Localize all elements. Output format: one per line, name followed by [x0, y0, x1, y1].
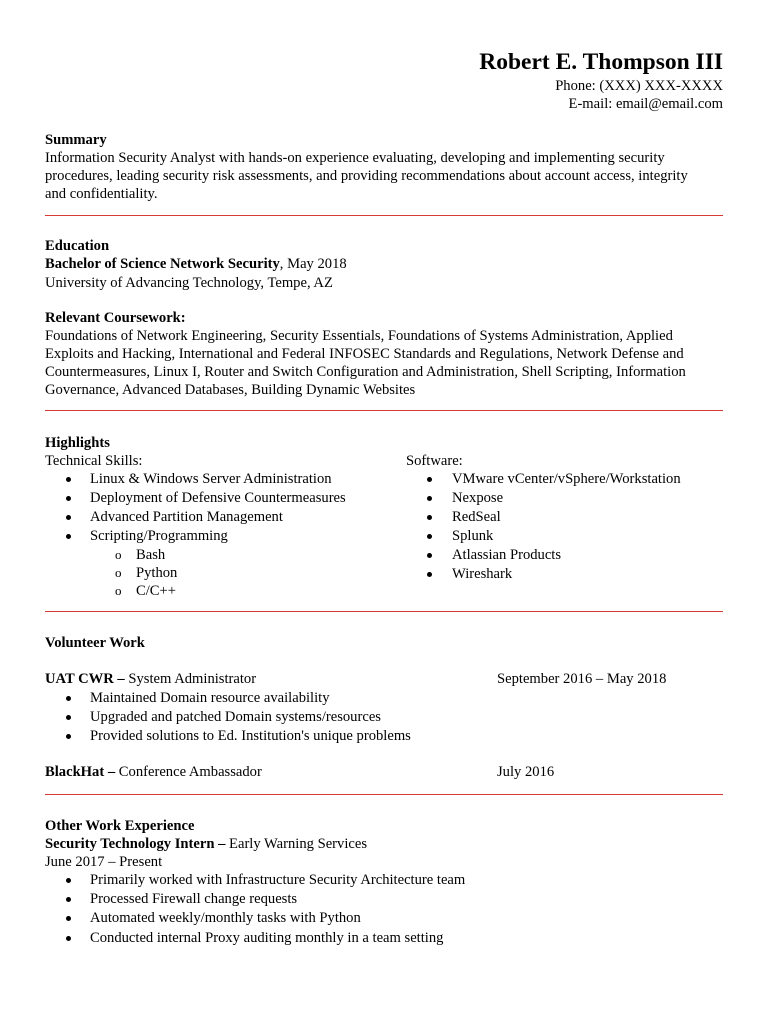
software-item: VMware vCenter/vSphere/Workstation: [452, 471, 681, 487]
bullet-icon: [66, 936, 71, 941]
bullet-icon: [66, 515, 71, 520]
school-line: University of Advancing Technology, Tempe, AZ: [45, 275, 333, 291]
highlights-heading: Highlights: [45, 435, 110, 451]
volunteer-job-title: [45, 670, 256, 688]
bullet-icon: [66, 715, 71, 720]
section-divider: [45, 611, 723, 612]
bullet-icon: [427, 515, 432, 520]
section-divider: [45, 410, 723, 411]
bullet-icon: [427, 572, 432, 577]
duty-item: Conducted internal Proxy auditing monthly in a team setting: [90, 930, 444, 946]
degree-line: [45, 255, 347, 273]
bullet-icon: [427, 553, 432, 558]
duty-item: Processed Firewall change requests: [90, 891, 298, 907]
bullet-icon: [66, 897, 71, 902]
bullet-icon: [66, 916, 71, 921]
bullet-icon: [66, 734, 71, 739]
sub-skill-item: Python: [136, 565, 178, 581]
work-title: Security Technology Intern –: [45, 836, 226, 852]
education-heading: Education: [45, 238, 110, 254]
duty-item: Provided solutions to Ed. Institution's unique problems: [90, 728, 411, 744]
skill-item: Advanced Partition Management: [90, 509, 283, 525]
bullet-icon: [66, 496, 71, 501]
duty-item: Upgraded and patched Domain systems/resources: [90, 709, 381, 725]
section-divider: [45, 215, 723, 216]
summary-heading: Summary: [45, 132, 107, 148]
other-work-heading: Other Work Experience: [45, 818, 195, 834]
volunteer-role: System Administrator: [124, 671, 257, 687]
technical-skills-label: Technical Skills:: [45, 453, 143, 469]
bullet-icon: [66, 534, 71, 539]
skill-item: Scripting/Programming: [90, 528, 228, 544]
volunteer-role: Conference Ambassador: [115, 764, 262, 780]
degree-name: Bachelor of Science Network Security: [45, 256, 280, 272]
work-title-line: [45, 835, 367, 853]
work-company: Early Warning Services: [225, 836, 368, 852]
bullet-icon: [66, 696, 71, 701]
software-item: Atlassian Products: [452, 547, 562, 563]
duty-item: Automated weekly/monthly tasks with Python: [90, 910, 361, 926]
section-divider: [45, 794, 723, 795]
circle-bullet-icon: o: [115, 583, 122, 598]
software-item: Nexpose: [452, 490, 504, 506]
skill-item: Linux & Windows Server Administration: [90, 471, 332, 487]
duty-item: Maintained Domain resource availability: [90, 690, 330, 706]
coursework-line: Governance, Advanced Databases, Building Dynamic Websites: [45, 382, 416, 398]
summary-line: and confidentiality.: [45, 186, 158, 202]
summary-line: Information Security Analyst with hands-on experience evaluating, developing and implementing security: [45, 150, 665, 166]
sub-skill-item: Bash: [136, 547, 166, 563]
volunteer-job-title: [45, 763, 262, 781]
coursework-line: Exploits and Hacking, International and Federal INFOSEC Standards and Regulations, Network Defense and: [45, 346, 684, 362]
coursework-line: Countermeasures, Linux I, Router and Switch Configuration and Administration, Shell Scripting, Information: [45, 364, 686, 380]
volunteer-heading: Volunteer Work: [45, 635, 145, 651]
coursework-heading: Relevant Coursework:: [45, 310, 186, 326]
bullet-icon: [66, 477, 71, 482]
volunteer-org: BlackHat –: [45, 764, 116, 780]
skill-item: Deployment of Defensive Countermeasures: [90, 490, 346, 506]
email-line: E-mail: email@email.com: [568, 96, 723, 112]
bullet-icon: [427, 496, 432, 501]
bullet-icon: [427, 477, 432, 482]
phone-line: Phone: (XXX) XXX-XXXX: [555, 78, 723, 94]
coursework-line: Foundations of Network Engineering, Security Essentials, Foundations of Systems Administration, Applied: [45, 328, 673, 344]
volunteer-dates: September 2016 – May 2018: [497, 671, 667, 687]
volunteer-org: UAT CWR –: [45, 671, 125, 687]
circle-bullet-icon: o: [115, 547, 122, 562]
bullet-icon: [427, 534, 432, 539]
sub-skill-item: C/C++: [136, 583, 176, 599]
volunteer-dates: July 2016: [497, 764, 555, 780]
duty-item: Primarily worked with Infrastructure Security Architecture team: [90, 872, 466, 888]
software-item: Wireshark: [452, 566, 513, 582]
circle-bullet-icon: o: [115, 565, 122, 580]
bullet-icon: [66, 878, 71, 883]
software-item: RedSeal: [452, 509, 501, 525]
resume-name: Robert E. Thompson III: [479, 49, 723, 75]
summary-line: procedures, leading security risk assessments, and providing recommendations about account access, integrity: [45, 168, 688, 184]
software-label: Software:: [406, 453, 463, 469]
work-dates: June 2017 – Present: [45, 854, 163, 870]
software-item: Splunk: [452, 528, 494, 544]
degree-date: , May 2018: [279, 256, 347, 272]
